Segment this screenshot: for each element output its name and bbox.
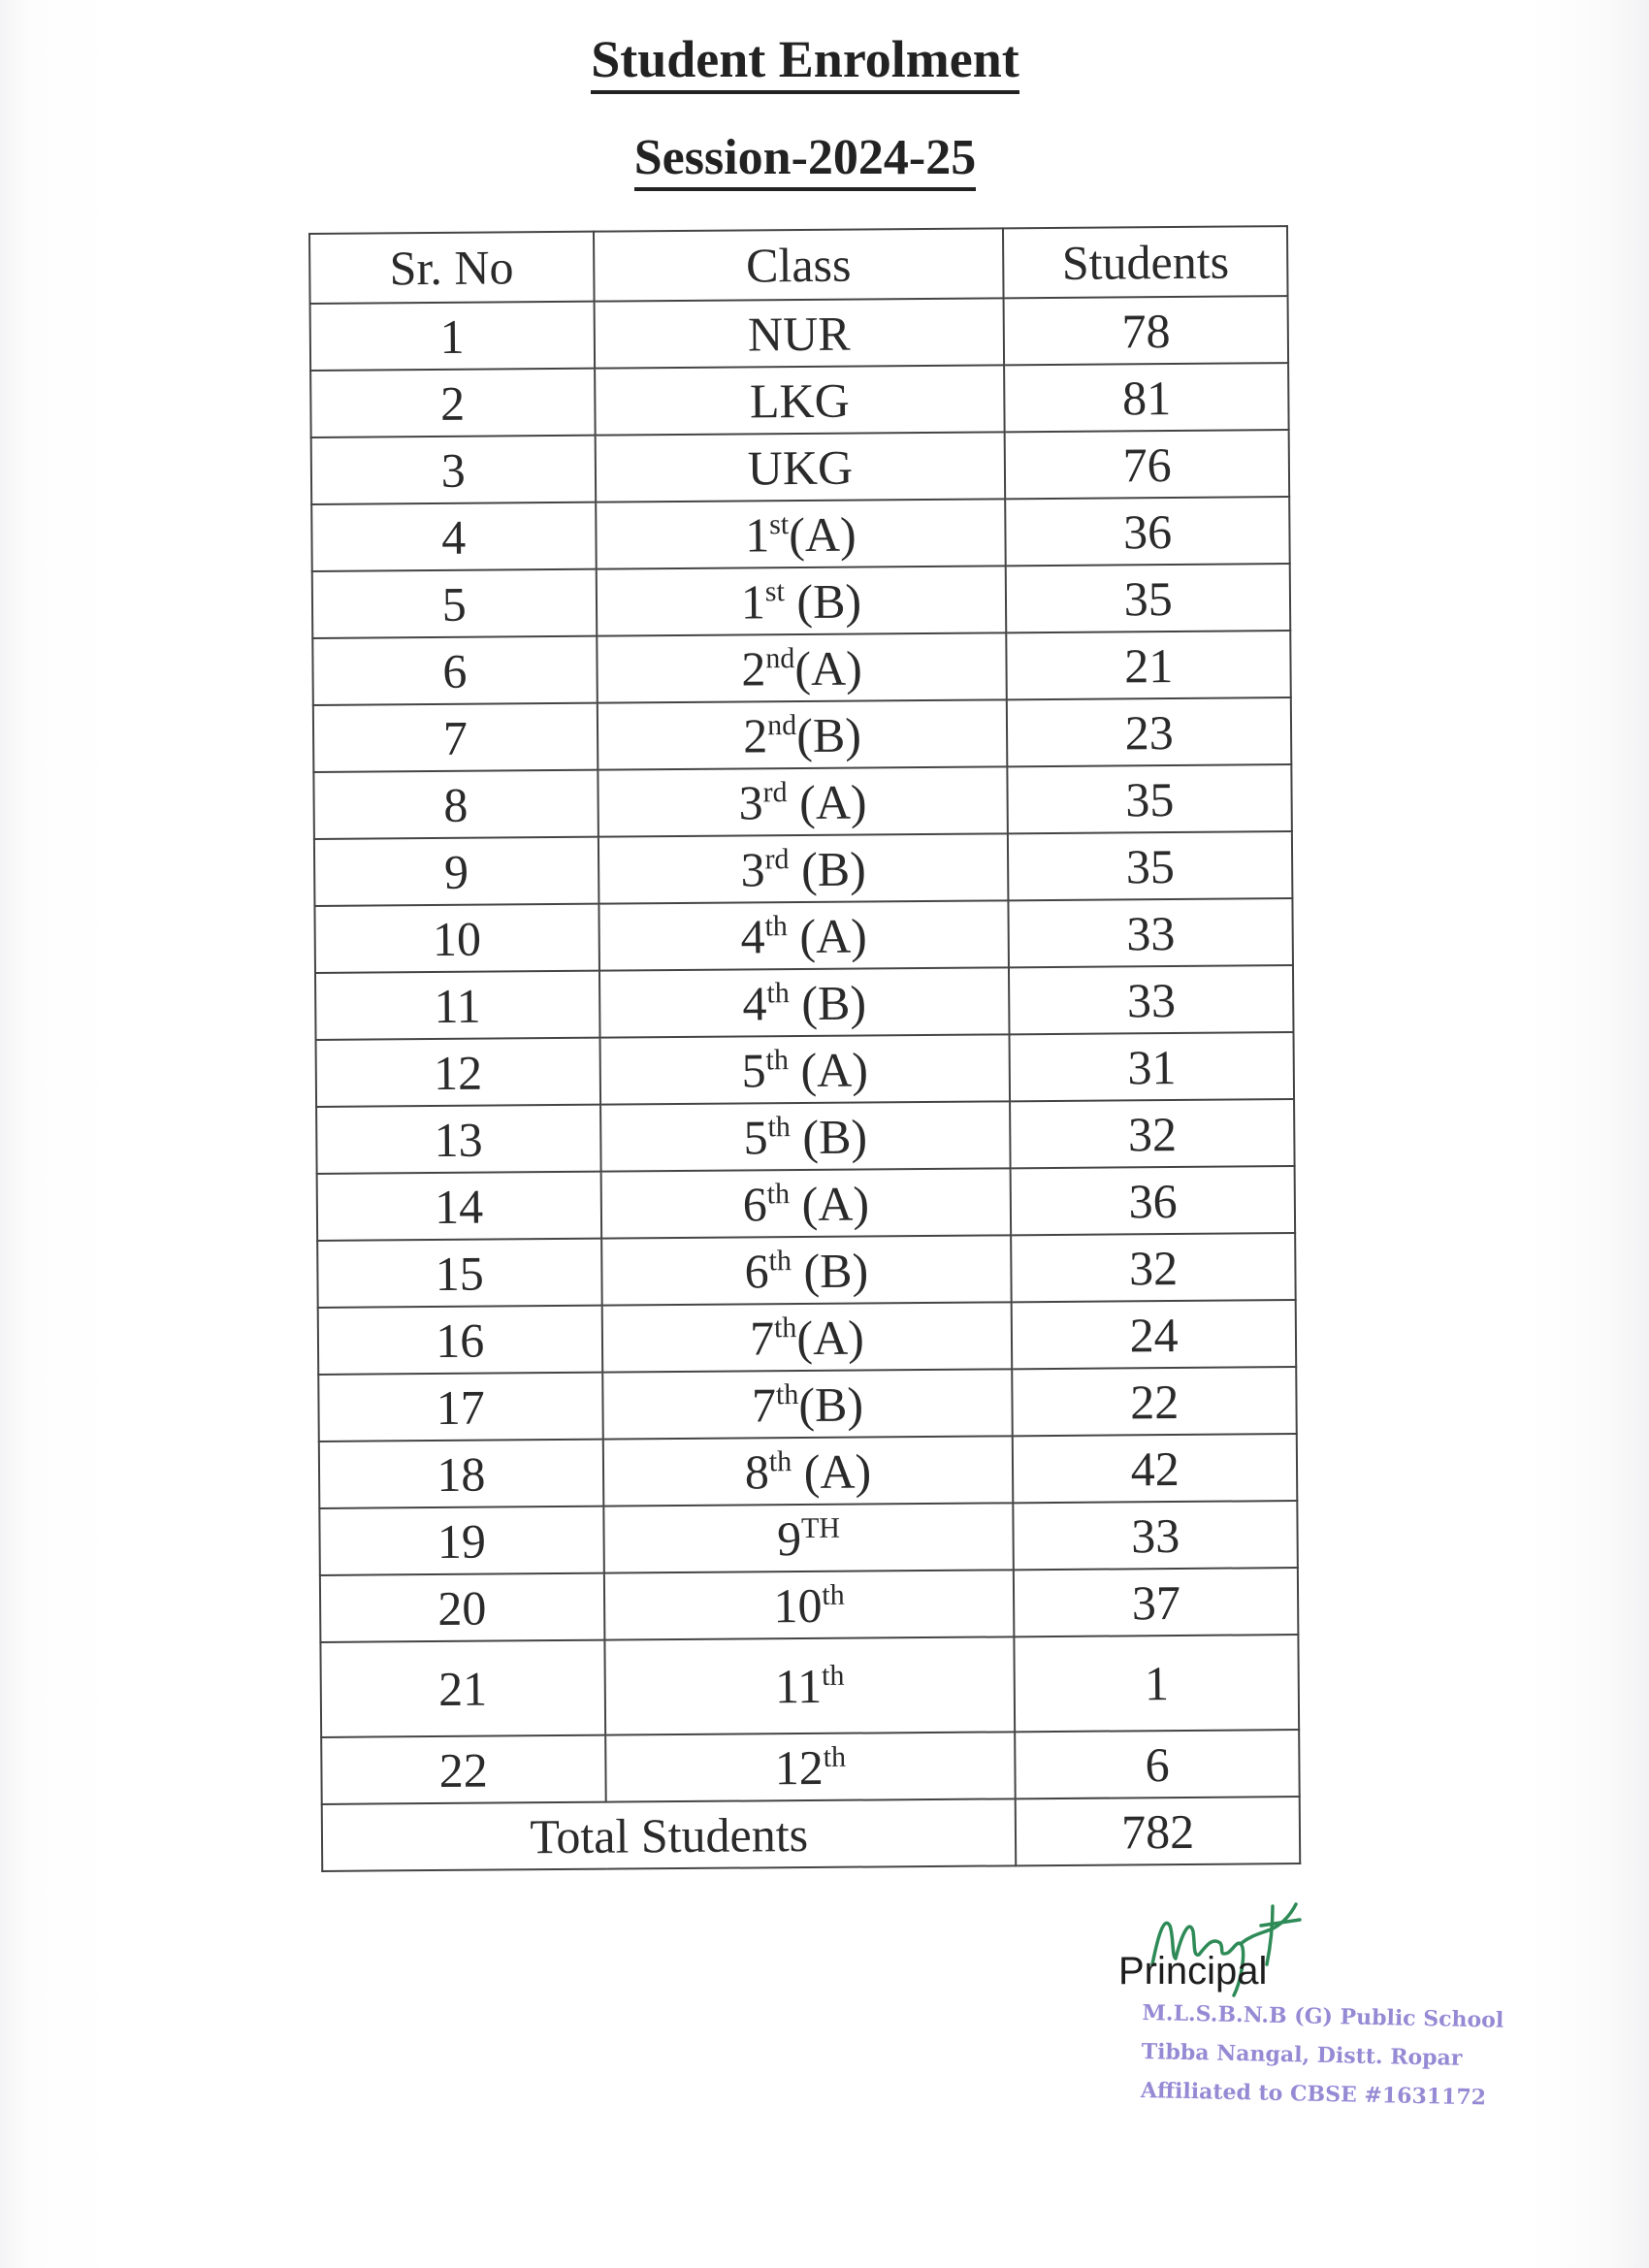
table-row [312,564,1291,638]
cell-class [602,1436,1013,1506]
class-section: (A) [789,1175,870,1231]
cell-sr-no: 15 [317,1239,601,1308]
cell-sr-no: 2 [310,369,595,437]
table-row [316,1032,1295,1107]
class-number: 4 [742,975,767,1031]
table-row [320,1635,1299,1737]
cell-class [594,298,1004,368]
cell-students: 1 [1015,1635,1299,1732]
cell-students: 37 [1014,1568,1298,1636]
table-row [314,898,1293,973]
class-section: (B) [798,1377,864,1432]
cell-sr-no: 13 [316,1105,600,1174]
class-number: 7 [751,1377,777,1432]
class-number: NUR [747,306,851,361]
header-sr-no: Sr. No [309,232,594,304]
cell-class [598,766,1008,836]
class-number: 8 [744,1443,770,1500]
cell-class [595,432,1005,502]
class-section: (B) [796,707,862,762]
cell-class [603,1570,1014,1639]
table-row [320,1568,1299,1642]
cell-students: 81 [1004,363,1288,432]
cell-students: 35 [1008,764,1292,833]
cell-sr-no: 4 [311,502,596,571]
class-section: (A) [792,1442,872,1499]
table-row [318,1367,1297,1442]
table-row [315,965,1294,1040]
cell-sr-no: 11 [315,971,599,1040]
class-ordinal-suffix: nd [767,708,797,741]
cell-class [600,1101,1011,1171]
table-row [316,1099,1295,1174]
cell-students: 33 [1009,965,1293,1034]
cell-class [599,1034,1010,1104]
cell-class [602,1369,1013,1439]
cell-sr-no: 18 [319,1440,603,1508]
cell-sr-no: 9 [314,837,598,906]
table-row [314,831,1293,906]
cell-sr-no: 14 [317,1172,601,1241]
cell-class [601,1235,1012,1305]
class-ordinal-suffix: th [821,1659,845,1692]
class-ordinal-suffix: th [766,1177,791,1210]
cell-class [601,1302,1012,1372]
table-row [310,296,1289,371]
document-title: Student Enrolment [0,29,1610,89]
cell-sr-no: 21 [320,1640,604,1737]
cell-sr-no: 19 [319,1507,603,1575]
class-ordinal-suffix: rd [762,775,788,808]
table-body [310,296,1300,1804]
class-ordinal-suffix: th [822,1578,845,1611]
cell-sr-no: 8 [313,770,598,839]
class-ordinal-suffix: th [773,1311,797,1344]
cell-students: 22 [1013,1367,1297,1436]
class-ordinal-suffix: st [764,574,785,607]
stamp-line-school: M.L.S.B.N.B (G) Public School [1142,1999,1504,2033]
class-section: (A) [787,773,867,829]
class-ordinal-suffix: th [775,1377,799,1410]
cell-students: 31 [1010,1032,1294,1101]
cell-sr-no: 20 [320,1573,604,1642]
class-number: 12 [774,1739,824,1795]
cell-sr-no: 16 [318,1306,602,1375]
class-number: 5 [743,1109,768,1165]
class-number: UKG [747,439,854,495]
principal-label: Principal [1118,1950,1268,1993]
cell-class [604,1636,1016,1734]
class-section: (B) [791,1243,869,1298]
cell-sr-no: 6 [312,636,597,705]
total-value: 782 [1016,1797,1300,1865]
class-number: 6 [742,1176,767,1232]
class-number: 1 [740,573,766,630]
cell-sr-no: 17 [318,1373,602,1442]
cell-sr-no: 7 [313,703,598,772]
enrolment-table [308,225,1301,1872]
cell-students: 42 [1013,1434,1297,1503]
stamp-line-address: Tibba Nangal, Distt. Ropar [1141,2038,1463,2071]
class-number: 5 [741,1042,766,1098]
table-row [319,1434,1298,1508]
class-number: 7 [749,1310,775,1365]
cell-class [597,699,1007,769]
class-section: (B) [789,975,867,1030]
class-ordinal-suffix: th [765,1043,790,1076]
cell-students: 78 [1004,296,1288,365]
cell-sr-no: 22 [321,1735,605,1804]
class-number: 11 [774,1658,823,1714]
cell-class [598,900,1009,970]
class-number: 10 [773,1577,823,1633]
class-ordinal-suffix: th [768,1244,792,1277]
class-section: (B) [784,573,862,629]
class-ordinal-suffix: th [767,1110,791,1143]
cell-students: 23 [1007,697,1291,766]
cell-class [596,566,1006,635]
session-heading: Session-2024-25 [0,129,1610,186]
class-ordinal-suffix: TH [800,1511,841,1544]
class-number: 4 [740,908,765,964]
header-class: Class [594,228,1004,301]
cell-sr-no: 5 [312,569,597,638]
cell-sr-no: 3 [311,436,596,504]
class-section: (A) [787,908,868,963]
cell-students: 35 [1006,564,1290,632]
class-ordinal-suffix: th [764,909,788,942]
class-section: (A) [788,1041,869,1097]
table-row [321,1730,1300,1804]
cell-class [599,967,1010,1037]
cell-students: 6 [1016,1730,1300,1798]
class-section: (B) [789,841,866,896]
school-stamp [1140,1993,1504,2118]
class-ordinal-suffix: rd [764,842,790,875]
class-number: 3 [740,841,765,897]
class-ordinal-suffix: th [766,976,790,1009]
class-ordinal-suffix: nd [765,641,795,674]
table-row [313,697,1292,772]
class-section: (A) [789,506,857,562]
table-row [310,363,1289,437]
cell-students: 32 [1010,1099,1294,1168]
cell-students: 21 [1007,631,1291,699]
cell-students: 76 [1005,430,1289,499]
total-row [322,1797,1301,1871]
class-number: 1 [745,506,770,562]
cell-class [595,365,1005,435]
class-number: 2 [741,640,766,697]
class-ordinal-suffix: th [768,1444,792,1477]
class-section: (A) [796,1310,865,1365]
cell-class [597,632,1007,702]
table-row [311,497,1290,571]
cell-students: 24 [1012,1300,1296,1369]
cell-class [605,1732,1016,1801]
class-ordinal-suffix: th [823,1740,847,1773]
class-number: 2 [743,707,768,762]
total-label: Total Students [322,1798,1017,1871]
cell-class [596,499,1006,568]
cell-sr-no: 10 [314,904,598,973]
cell-students: 36 [1011,1166,1295,1235]
cell-sr-no: 1 [310,302,595,371]
table-row [317,1166,1296,1241]
cell-students: 35 [1008,831,1292,900]
header-students: Students [1003,226,1287,298]
class-number: LKG [749,373,850,428]
cell-sr-no: 12 [316,1038,600,1107]
table-row [313,764,1292,839]
table-row [311,430,1290,504]
class-number: 9 [776,1510,802,1566]
cell-class [603,1503,1014,1572]
cell-students: 36 [1006,497,1290,566]
class-number: 3 [738,774,763,830]
class-section: (B) [790,1109,868,1164]
table-row [317,1233,1296,1308]
cell-class [600,1168,1011,1238]
cell-class [598,833,1008,903]
class-section: (A) [794,640,862,696]
table-row [312,631,1291,705]
table-row [319,1501,1298,1575]
class-number: 6 [744,1243,769,1299]
cell-students: 33 [1014,1501,1298,1570]
table-row [318,1300,1297,1375]
stamp-line-affiliation: Affiliated to CBSE #1631172 [1140,2077,1487,2111]
table-header-row [309,226,1288,304]
class-ordinal-suffix: st [769,507,790,540]
cell-students: 33 [1009,898,1293,967]
cell-students: 32 [1012,1233,1296,1302]
